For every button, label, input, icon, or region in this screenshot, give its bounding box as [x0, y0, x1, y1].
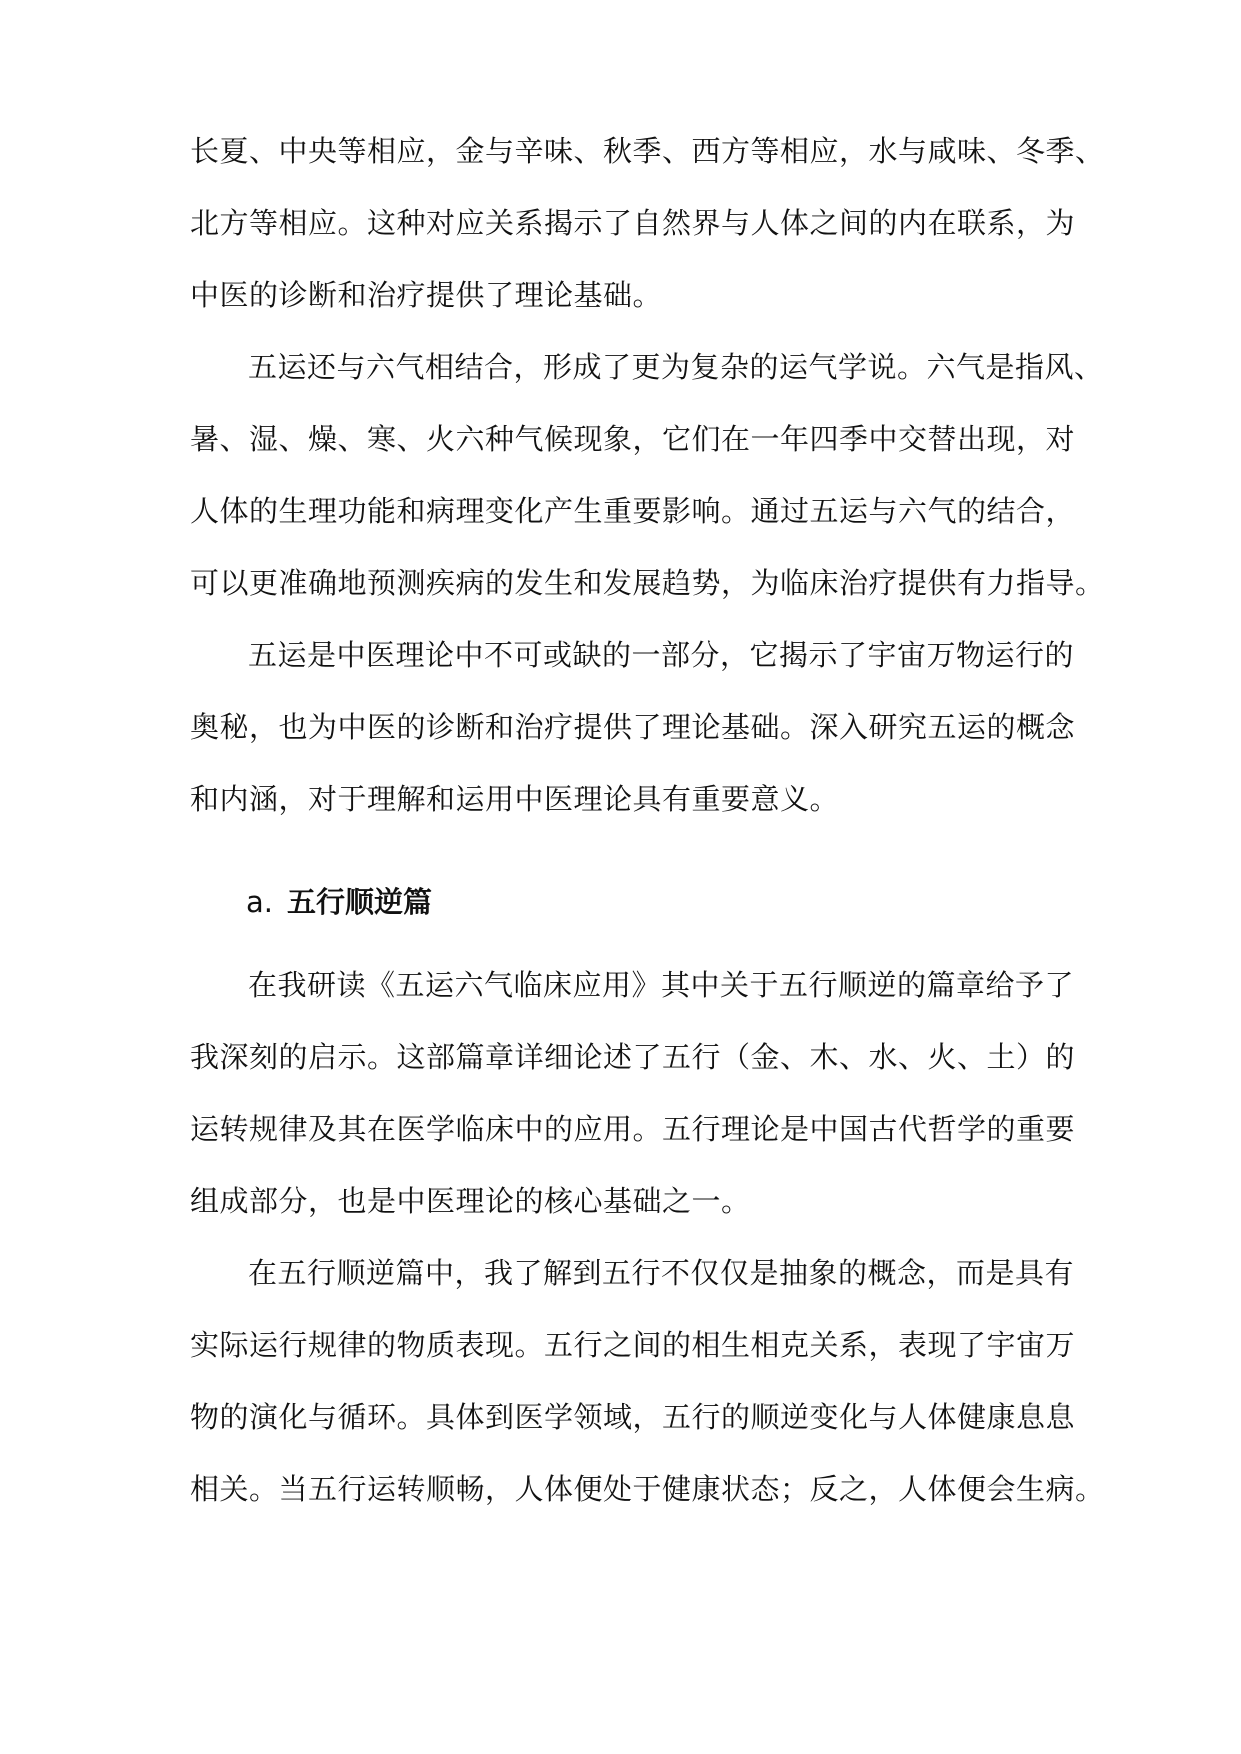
paragraph-2-line-2: 暑、湿、燥、寒、火六种气候现象，它们在一年四季中交替出现，对: [190, 422, 1076, 456]
paragraph-2-line-1: 五运还与六气相结合，形成了更为复杂的运气学说。六气是指风、: [248, 350, 1104, 384]
section-paragraph-1-line-2: 我深刻的启示。这部篇章详细论述了五行（金、木、水、火、土）的: [190, 1040, 1076, 1074]
paragraph-3-line-2: 奥秘，也为中医的诊断和治疗提供了理论基础。深入研究五运的概念: [190, 710, 1076, 744]
section-paragraph-1-line-1: 在我研读《五运六气临床应用》其中关于五行顺逆的篇章给予了: [248, 968, 1075, 1002]
section-paragraph-2-line-3: 物的演化与循环。具体到医学领域，五行的顺逆变化与人体健康息息: [190, 1400, 1076, 1434]
paragraph-2-line-4: 可以更准确地预测疾病的发生和发展趋势，为临床治疗提供有力指导。: [190, 566, 1105, 600]
paragraph-1-line-1: 长夏、中央等相应，金与辛味、秋季、西方等相应，水与咸味、冬季、: [190, 134, 1105, 168]
paragraph-1-line-3: 中医的诊断和治疗提供了理论基础。: [190, 278, 663, 312]
paragraph-1-line-2: 北方等相应。这种对应关系揭示了自然界与人体之间的内在联系，为: [190, 206, 1076, 240]
section-title: 五行顺逆篇: [287, 885, 433, 919]
section-paragraph-2-line-4: 相关。当五行运转顺畅，人体便处于健康状态；反之，人体便会生病。: [190, 1472, 1105, 1506]
paragraph-3-line-3: 和内涵，对于理解和运用中医理论具有重要意义。: [190, 782, 840, 816]
section-heading: [246, 882, 432, 922]
section-paragraph-1-line-3: 运转规律及其在医学临床中的应用。五行理论是中国古代哲学的重要: [190, 1112, 1076, 1146]
section-marker: a.: [246, 885, 273, 919]
section-paragraph-2-line-2: 实际运行规律的物质表现。五行之间的相生相克关系，表现了宇宙万: [190, 1328, 1076, 1362]
paragraph-3-line-1: 五运是中医理论中不可或缺的一部分，它揭示了宇宙万物运行的: [248, 638, 1075, 672]
paragraph-2-line-3: 人体的生理功能和病理变化产生重要影响。通过五运与六气的结合，: [190, 494, 1076, 528]
section-paragraph-2-line-1: 在五行顺逆篇中，我了解到五行不仅仅是抽象的概念，而是具有: [248, 1256, 1075, 1290]
section-paragraph-1-line-4: 组成部分，也是中医理论的核心基础之一。: [190, 1184, 751, 1218]
